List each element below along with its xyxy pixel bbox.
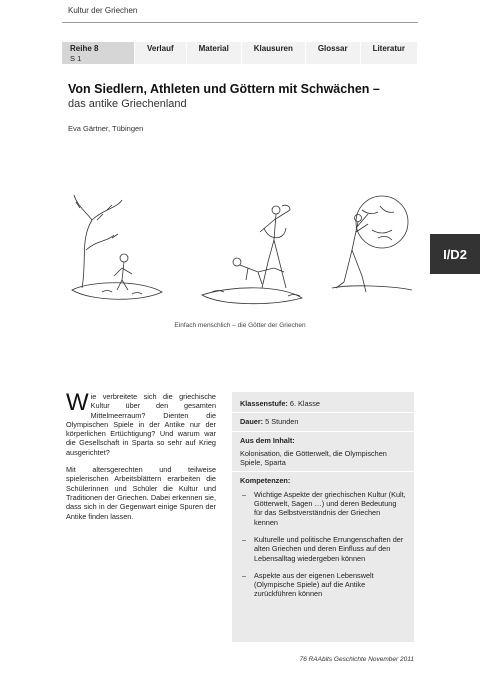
running-header: Kultur der Griechen: [68, 6, 138, 15]
nav-literatur[interactable]: Literatur: [361, 42, 418, 64]
intro-paragraph-1: [66, 389, 216, 457]
info-divider: [232, 431, 414, 432]
info-inhalt-label: Aus dem Inhalt:: [240, 435, 295, 445]
info-klassenstufe: Klassenstufe: 6. Klasse: [240, 399, 320, 408]
intro-p1-text: ie verbreitete sich die griechische Kultur über den gesamten Mittelmeerraum? Dienten die Olympischen Spiele in der Antike nur der körperlichen Ertüchtigung? Und warum war die Gesellschaft in Sparta so sehr auf Krieg ausgerichtet?: [66, 392, 216, 457]
article-title: Von Siedlern, Athleten und Göttern mit Schwächen –: [68, 82, 380, 96]
info-divider: [232, 412, 414, 413]
list-item: – Aspekte aus der eigenen Lebenswelt (Olympische Spiele) auf die Antike zurückführen können: [240, 571, 406, 599]
nav-reihe-sub: S 1: [70, 54, 82, 63]
gods-illustration: [62, 180, 418, 310]
nav-reihe-label: Reihe 8: [70, 44, 99, 53]
info-inhalt-value: Kolonisation, die Götterwelt, die Olympischen Spiele, Sparta: [240, 448, 387, 468]
nav-klausuren[interactable]: Klausuren: [242, 42, 306, 64]
intro-paragraph-2: Mit altersgerechten und teilweise spielerischen Arbeitsblättern erarbeiten die Schülerinnen und Schüler die Kultur und Traditionen der Griechen. Dabei erkennen sie, dass sich in der Gegenwart einige Spuren der Antike finden lassen.: [66, 465, 216, 521]
list-item: – Kulturelle und politische Errungenschaften der alten Griechen und deren Einfluss auf den Lebensalltag wiedergeben können: [240, 535, 406, 563]
kompetenzen-list: [240, 490, 406, 599]
list-item: – Wichtige Aspekte der griechischen Kultur (Kult, Götterwelt, Sagen …) und deren Bedeutung für das Selbstverständnis der Griechen kennen: [240, 490, 406, 527]
nav-material[interactable]: Material: [187, 42, 242, 64]
article-subtitle: das antike Griechenland: [68, 98, 187, 110]
illustration-caption: Einfach menschlich – die Götter der Griechen: [174, 322, 306, 329]
info-kompetenzen-label: Kompetenzen:: [240, 476, 291, 486]
nav-glossar[interactable]: Glossar: [306, 42, 361, 64]
info-divider: [232, 471, 414, 472]
page-footer: 76 RAAbits Geschichte November 2011: [299, 656, 414, 663]
intro-text: [66, 389, 216, 529]
header-rule: [62, 22, 418, 23]
drop-cap: W: [66, 389, 89, 416]
nav-verlauf[interactable]: Verlauf: [135, 42, 187, 64]
chapter-tab: I/D2: [430, 234, 480, 274]
section-nav: [62, 42, 418, 64]
info-dauer: Dauer: 5 Stunden: [240, 417, 299, 427]
lesson-info-box: [232, 392, 414, 642]
nav-reihe[interactable]: [62, 42, 135, 64]
article-author: Eva Gärtner, Tübingen: [68, 124, 144, 133]
